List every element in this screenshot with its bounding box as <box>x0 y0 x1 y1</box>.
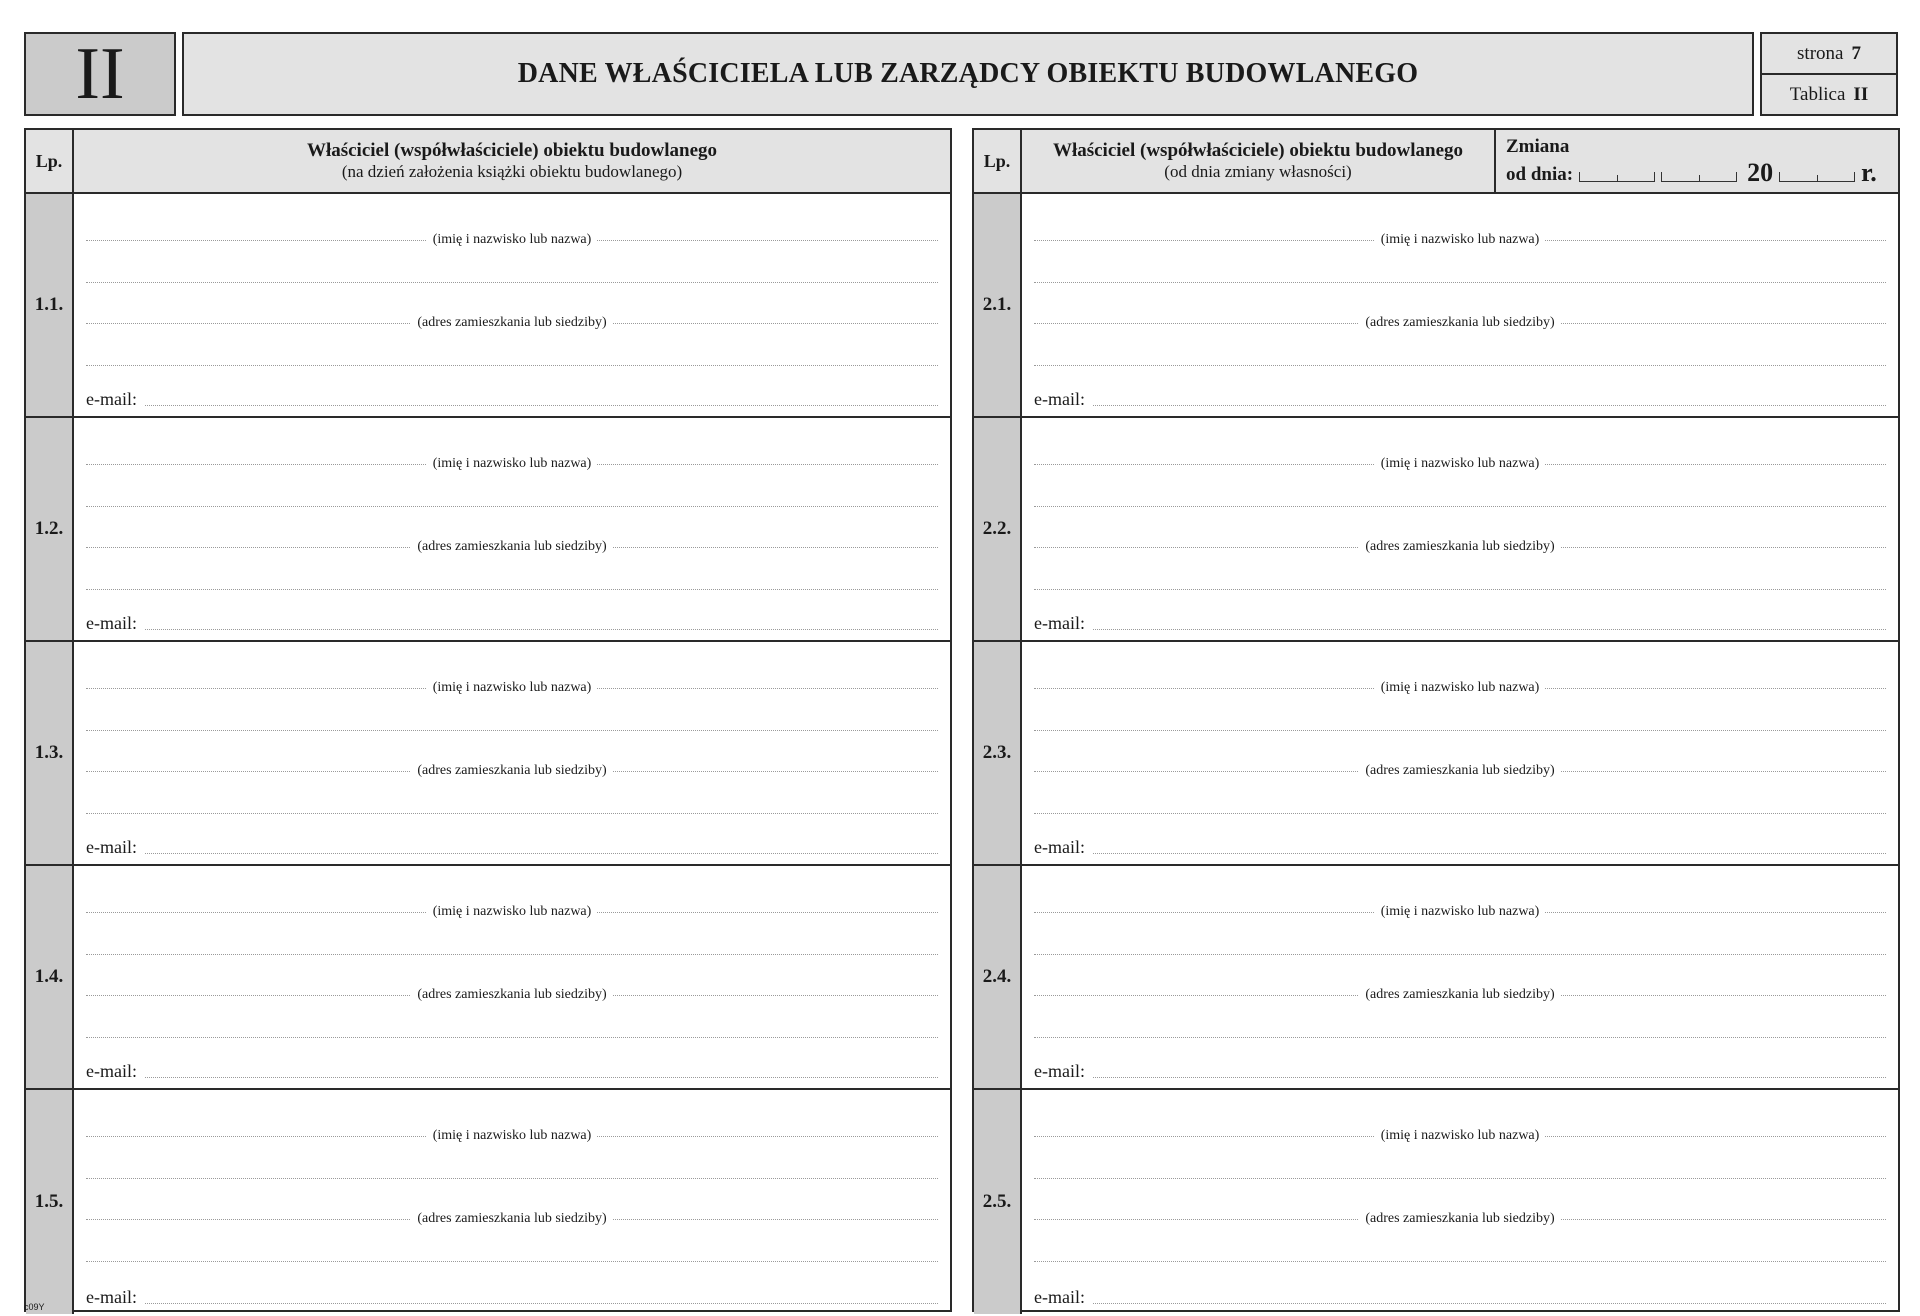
change-label: Zmiana <box>1506 136 1570 157</box>
address-field-line-2[interactable] <box>1034 813 1886 814</box>
name-caption <box>1034 904 1886 920</box>
original-owners-table <box>24 128 952 1312</box>
email-label: e-mail: <box>86 1061 137 1081</box>
year-field[interactable] <box>1779 172 1855 182</box>
owner-row <box>974 866 1898 1090</box>
email-row <box>86 1061 938 1082</box>
name-caption <box>86 1128 938 1144</box>
changed-owners-table <box>972 128 1900 1312</box>
month-field[interactable] <box>1661 172 1737 182</box>
address-caption-text: (adres zamieszkania lub siedziby) <box>411 763 612 779</box>
change-date <box>1506 160 1888 186</box>
owner-entry <box>1022 418 1898 640</box>
email-field[interactable] <box>145 1303 938 1304</box>
row-number: 2.1. <box>974 194 1022 416</box>
name-caption-text: (imię i nazwisko lub nazwa) <box>1375 456 1546 472</box>
day-field[interactable] <box>1579 172 1655 182</box>
email-row <box>1034 1287 1886 1308</box>
address-caption-text: (adres zamieszkania lub siedziby) <box>411 1211 612 1227</box>
email-row <box>1034 1061 1886 1082</box>
lp-header: Lp. <box>26 130 74 192</box>
name-caption-text: (imię i nazwisko lub nazwa) <box>1375 904 1546 920</box>
form-code: c09Y <box>24 1302 45 1312</box>
email-label: e-mail: <box>1034 613 1085 633</box>
email-label: e-mail: <box>86 837 137 857</box>
address-caption-text: (adres zamieszkania lub siedziby) <box>411 315 612 331</box>
page-label: strona <box>1797 42 1844 64</box>
owner-entry <box>74 642 950 864</box>
email-row <box>1034 389 1886 410</box>
email-label: e-mail: <box>1034 1287 1085 1307</box>
owner-entry <box>74 194 950 416</box>
name-caption-text: (imię i nazwisko lub nazwa) <box>427 1128 598 1144</box>
address-field-line-2[interactable] <box>1034 1261 1886 1262</box>
address-field-line-2[interactable] <box>1034 589 1886 590</box>
owner-row <box>974 418 1898 642</box>
owner-entry <box>74 418 950 640</box>
address-caption <box>1034 1211 1886 1227</box>
address-caption-text: (adres zamieszkania lub siedziby) <box>1359 1211 1560 1227</box>
name-field-line-2[interactable] <box>1034 954 1886 955</box>
owner-header-subtitle: (na dzień założenia książki obiektu budowlanego) <box>341 162 683 182</box>
form-title: DANE WŁAŚCICIELA LUB ZARZĄDCY OBIEKTU BUDOWLANEGO <box>182 32 1754 116</box>
email-field[interactable] <box>145 405 938 406</box>
address-caption-text: (adres zamieszkania lub siedziby) <box>1359 763 1560 779</box>
address-field-line-2[interactable] <box>86 589 938 590</box>
address-field-line-2[interactable] <box>1034 1037 1886 1038</box>
name-caption <box>1034 680 1886 696</box>
email-row <box>86 613 938 634</box>
name-caption <box>1034 1128 1886 1144</box>
address-caption <box>86 987 938 1003</box>
email-field[interactable] <box>1093 629 1886 630</box>
address-caption <box>86 315 938 331</box>
email-label: e-mail: <box>86 613 137 633</box>
owner-row <box>974 194 1898 418</box>
address-caption <box>1034 315 1886 331</box>
name-field-line-2[interactable] <box>1034 282 1886 283</box>
page-number: 7 <box>1851 42 1861 64</box>
address-caption <box>86 763 938 779</box>
owner-header <box>1022 130 1494 192</box>
owner-row <box>26 1090 950 1314</box>
address-field-line-2[interactable] <box>1034 365 1886 366</box>
name-field-line-2[interactable] <box>1034 730 1886 731</box>
owner-row <box>974 1090 1898 1314</box>
owner-row <box>974 642 1898 866</box>
name-caption-text: (imię i nazwisko lub nazwa) <box>427 232 598 248</box>
owner-entry <box>1022 642 1898 864</box>
name-field-line-2[interactable] <box>86 282 938 283</box>
address-field-line-2[interactable] <box>86 1037 938 1038</box>
email-field[interactable] <box>145 853 938 854</box>
address-field-line-2[interactable] <box>86 813 938 814</box>
owner-header-title: Właściciel (współwłaściciele) obiektu budowlanego <box>306 140 718 162</box>
row-number: 1.5. <box>26 1090 74 1314</box>
owner-row <box>26 642 950 866</box>
table-header <box>26 130 950 194</box>
name-caption <box>86 904 938 920</box>
owner-entry <box>1022 1090 1898 1314</box>
table-header <box>974 130 1898 194</box>
name-caption <box>86 456 938 472</box>
name-caption <box>86 680 938 696</box>
owner-entry <box>1022 194 1898 416</box>
address-caption-text: (adres zamieszkania lub siedziby) <box>1359 315 1560 331</box>
owner-header-subtitle: (od dnia zmiany własności) <box>1164 162 1352 182</box>
email-row <box>86 1287 938 1308</box>
row-number: 2.3. <box>974 642 1022 864</box>
year-suffix: r. <box>1861 158 1877 187</box>
row-number: 2.5. <box>974 1090 1022 1314</box>
address-caption <box>86 539 938 555</box>
table-number-cell <box>1762 73 1896 114</box>
name-caption-text: (imię i nazwisko lub nazwa) <box>1375 680 1546 696</box>
name-field-line-2[interactable] <box>86 954 938 955</box>
name-caption <box>1034 456 1886 472</box>
from-date-label: od dnia: <box>1506 164 1574 185</box>
row-number: 1.4. <box>26 866 74 1088</box>
email-row <box>86 837 938 858</box>
owner-row <box>26 418 950 642</box>
owner-header-title: Właściciel (współwłaściciele) obiektu budowlanego <box>1052 140 1464 162</box>
address-caption-text: (adres zamieszkania lub siedziby) <box>411 987 612 1003</box>
name-field-line-2[interactable] <box>86 1178 938 1179</box>
address-field-line-2[interactable] <box>86 365 938 366</box>
owner-header <box>74 130 950 192</box>
name-caption-text: (imię i nazwisko lub nazwa) <box>1375 1128 1546 1144</box>
name-caption <box>1034 232 1886 248</box>
name-caption-text: (imię i nazwisko lub nazwa) <box>427 904 598 920</box>
email-field[interactable] <box>1093 1077 1886 1078</box>
name-caption <box>86 232 938 248</box>
email-label: e-mail: <box>86 1287 137 1307</box>
name-caption-text: (imię i nazwisko lub nazwa) <box>427 456 598 472</box>
table-label: Tablica <box>1789 83 1846 105</box>
email-field[interactable] <box>145 1077 938 1078</box>
lp-header: Lp. <box>974 130 1022 192</box>
email-label: e-mail: <box>86 389 137 409</box>
address-caption <box>1034 763 1886 779</box>
email-field[interactable] <box>1093 853 1886 854</box>
email-row <box>1034 613 1886 634</box>
address-caption <box>86 1211 938 1227</box>
row-number: 1.1. <box>26 194 74 416</box>
name-caption-text: (imię i nazwisko lub nazwa) <box>1375 232 1546 248</box>
email-label: e-mail: <box>1034 837 1085 857</box>
address-caption-text: (adres zamieszkania lub siedziby) <box>411 539 612 555</box>
name-caption-text: (imię i nazwisko lub nazwa) <box>427 680 598 696</box>
row-number: 2.4. <box>974 866 1022 1088</box>
page-info <box>1760 32 1898 116</box>
owner-row <box>26 194 950 418</box>
address-caption-text: (adres zamieszkania lub siedziby) <box>1359 987 1560 1003</box>
address-caption <box>1034 539 1886 555</box>
email-field[interactable] <box>1093 405 1886 406</box>
owner-entry <box>1022 866 1898 1088</box>
owner-entry <box>74 866 950 1088</box>
page-number-cell <box>1762 34 1896 73</box>
email-field[interactable] <box>1093 1303 1886 1304</box>
email-row <box>1034 837 1886 858</box>
email-row <box>86 389 938 410</box>
email-label: e-mail: <box>1034 1061 1085 1081</box>
address-field-line-2[interactable] <box>86 1261 938 1262</box>
address-caption-text: (adres zamieszkania lub siedziby) <box>1359 539 1560 555</box>
address-caption <box>1034 987 1886 1003</box>
row-number: 1.2. <box>26 418 74 640</box>
table-number: II <box>1853 83 1869 105</box>
row-number: 1.3. <box>26 642 74 864</box>
row-number: 2.2. <box>974 418 1022 640</box>
owner-entry <box>74 1090 950 1314</box>
name-field-line-2[interactable] <box>86 730 938 731</box>
name-field-line-2[interactable] <box>1034 506 1886 507</box>
year-prefix: 20 <box>1747 158 1774 187</box>
email-label: e-mail: <box>1034 389 1085 409</box>
owner-row <box>26 866 950 1090</box>
change-date-cell <box>1494 130 1898 192</box>
section-roman-numeral: II <box>24 32 176 116</box>
name-field-line-2[interactable] <box>1034 1178 1886 1179</box>
name-field-line-2[interactable] <box>86 506 938 507</box>
email-field[interactable] <box>145 629 938 630</box>
